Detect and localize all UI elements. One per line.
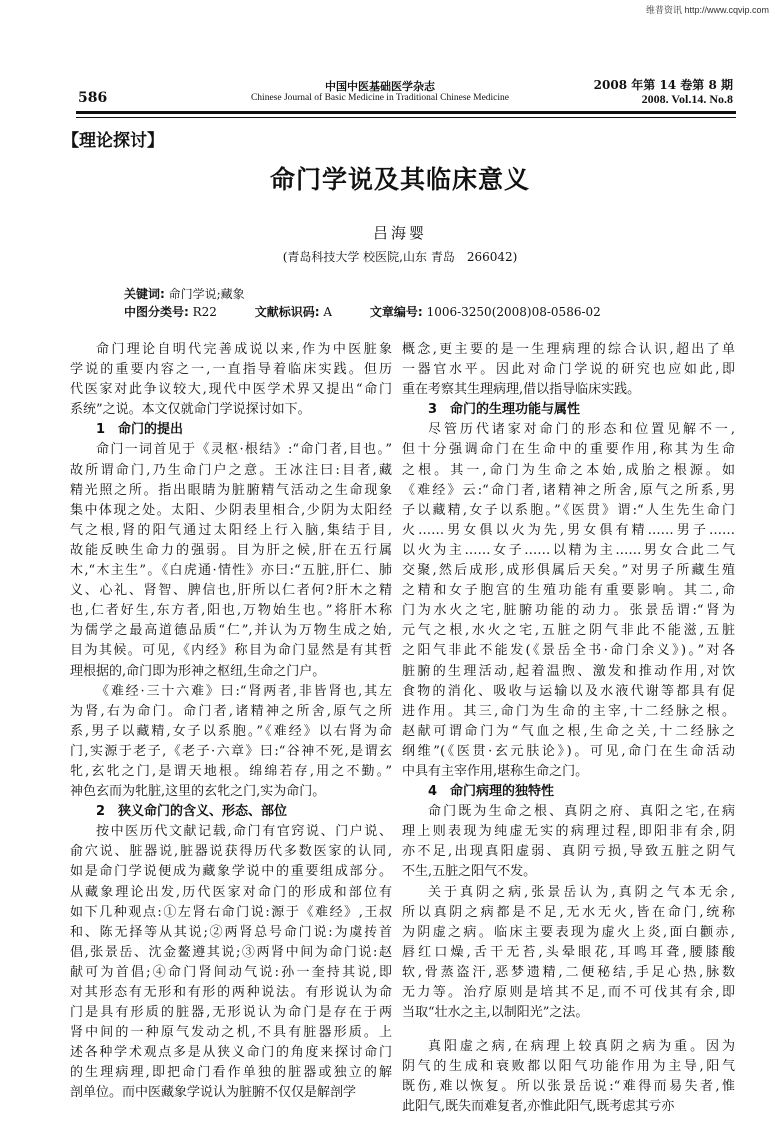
text-line: 肾中间的一种原气发动之机,不具有脏器形质。上 bbox=[70, 1025, 392, 1041]
text-line: 系,男子以藏精,女子以系胞。”《难经》以右肾为命 bbox=[70, 723, 392, 739]
clc-value: R22 bbox=[192, 305, 217, 319]
text-line: 但十分强调命门在生命中的重要作用,称其为生命 bbox=[402, 442, 735, 458]
text-line: 命门既为生命之根、真阴之府、真阳之宅,在病 bbox=[428, 804, 735, 820]
paragraph bbox=[70, 440, 392, 681]
keywords-value: 命门学说;藏象 bbox=[168, 287, 245, 301]
text-line: 真阳虚之病,在病理上较真阴之病为重。因为 bbox=[428, 1039, 735, 1055]
text-line: 子以藏精,女子以系胞。”《医贯》谓:“人生先生命门 bbox=[402, 502, 735, 518]
header-rule-thick bbox=[76, 111, 736, 114]
text-line: 赵献可谓命门为“气血之根,生命之关,十二经脉之 bbox=[402, 723, 735, 739]
text-line: 以火为主……女子……以精为主……男女合此二气 bbox=[402, 542, 735, 558]
text-line: 《难经·三十六难》曰:“肾两者,非皆肾也,其左 bbox=[96, 683, 392, 699]
text-line: 义、心礼、肾智、脾信也,肝所以仁者何?肝木之精 bbox=[70, 583, 392, 599]
paragraph bbox=[402, 883, 735, 1024]
article-no-label: 文章编号: bbox=[369, 305, 423, 319]
affiliation: (青岛科技大学 校医院,山东 青岛 266042) bbox=[282, 250, 518, 264]
text-line: 门为水火之宅,脏腑功能的动力。张景岳谓:“肾为 bbox=[402, 603, 735, 619]
text-line: 如是命门学说便成为藏象学说中的重要组成部分。 bbox=[70, 864, 392, 880]
text-line: 既伤,难以恢复。所以张景岳说:“难得而易失者,惟 bbox=[402, 1079, 735, 1095]
text-line: 和、陈无择等从其说;②两肾总号命门说:为虞抟首 bbox=[70, 924, 392, 940]
journal-name-cn: 中国中医基础医学杂志 bbox=[325, 80, 435, 93]
text-line: 故能反映生命力的强弱。目为肝之候,肝在五行属 bbox=[70, 542, 392, 558]
classification-line bbox=[124, 303, 601, 320]
text-line: 尽管历代诸家对命门的形态和位置见解不一, bbox=[428, 422, 735, 438]
text-line: 倡,张景岳、沈金鳌遵其说;③两肾中间为命门说:赵 bbox=[70, 944, 392, 960]
paragraph bbox=[70, 340, 392, 420]
clc-label: 中图分类号: bbox=[124, 305, 189, 319]
text-line: 献可为首倡;④命门肾间动气说:孙一奎持其说,即 bbox=[70, 964, 392, 980]
text-line: 进作用。其三,命门为生命的主宰,十二经脉之根。 bbox=[402, 703, 735, 719]
text-line: 之精和女子胞宫的生殖功能有重要影响。其二,命 bbox=[402, 583, 735, 599]
keywords-label: 关键词: bbox=[124, 287, 165, 301]
text-line: 目为其候。可见,《内经》称目为命门显然是有其哲 bbox=[70, 643, 392, 659]
text-line: 学说的重要内容之一,一直指导着临床实践。但历 bbox=[70, 362, 392, 378]
text-line: 一器官水平。因此对命门学说的研究也应如此,即 bbox=[402, 362, 735, 378]
text-line: 为肾,右为命门。命门者,诸精神之所舍,原气之所 bbox=[70, 703, 392, 719]
text-line: 交聚,然后成形,成形俱属后天矣。”对男子所藏生殖 bbox=[402, 563, 735, 579]
text-line: 软,骨蒸盗汗,恶梦遗精,二便秘结,手足心热,脉数 bbox=[402, 964, 735, 980]
text-line: 剖单位。而中医藏象学说认为脏腑不仅仅是解剖学 bbox=[70, 1085, 357, 1101]
text-line: 如下几种观点:①左肾右命门说:源于《难经》,王叔 bbox=[70, 904, 392, 920]
text-line: 也,仁者好生,东方者,阳也,万物始生也。”将肝木称 bbox=[70, 603, 392, 619]
text-line: 故所谓命门,乃生命门户之意。王冰注曰:目者,藏 bbox=[70, 462, 392, 478]
paragraph bbox=[70, 822, 392, 1103]
text-line: 概念,更主要的是一生理病理的综合认识,超出了单 bbox=[402, 342, 735, 357]
text-line: 当取“壮水之主,以制阳光”之法。 bbox=[402, 1005, 589, 1021]
text-line: 门是具有形质的脏器,无形说认为命门是存在于两 bbox=[70, 1005, 392, 1021]
paragraph bbox=[402, 1037, 735, 1117]
text-line: 为阴虚之病。临床主要表现为虚火上炎,面白颧赤, bbox=[402, 924, 735, 940]
paragraph bbox=[402, 420, 735, 782]
text-line: 重在考察其生理病理,借以指导临床实践。 bbox=[402, 382, 641, 398]
article-no-value: 1006-3250(2008)08-0586-02 bbox=[426, 305, 601, 319]
text-line: 命门理论自明代完善成说以来,作为中医脏象 bbox=[96, 342, 392, 357]
text-line: 代医家对此争议较大,现代中医学术界又提出“命门 bbox=[70, 382, 392, 398]
doc-code-value: A bbox=[323, 305, 333, 319]
text-line: 理根据的,命门即为形神之枢纽,生命之门户。 bbox=[70, 663, 326, 679]
text-line: 元气之根,水火之宅,五脏之阴气非此不能滋,五脏 bbox=[402, 623, 735, 639]
keywords-line bbox=[124, 285, 245, 302]
text-line: 的生理病理,即把命门看作单独的脏器或独立的解 bbox=[70, 1065, 392, 1081]
text-line: 之阳气非此不能发(《景岳全书·命门余义》)。”对各 bbox=[402, 643, 735, 659]
text-line: 木,“木主生”。《白虎通·情性》亦曰:“五脏,肝仁、肺 bbox=[70, 563, 392, 579]
source-watermark: 维普资讯 http://www.cqvip.com bbox=[645, 5, 769, 15]
body-column-right bbox=[402, 340, 735, 1118]
body-column-left bbox=[70, 340, 392, 1104]
text-line: 阴气的生成和衰败都以阳气功能作用为主导,阳气 bbox=[402, 1059, 735, 1075]
journal-name-en: Chinese Journal of Basic Medicine in Traditional Chinese Medicine bbox=[250, 93, 510, 103]
text-line: 门,实源于老子,《老子·六章》曰:“谷神不死,是谓玄 bbox=[70, 743, 392, 759]
text-line: 系统”之说。本文仅就命门学说探讨如下。 bbox=[70, 402, 311, 418]
page-number: 586 bbox=[78, 90, 108, 106]
text-line: 按中医历代文献记载,命门有官窍说、门户说、 bbox=[96, 824, 392, 840]
section-heading: 1 命门的提出 bbox=[96, 422, 184, 438]
text-line: 亦不足,出现真阳虚弱、真阴亏损,导致五脏之阴气 bbox=[402, 844, 735, 860]
text-line: 集中体现之处。太阳、少阴表里相合,少阴为太阳经 bbox=[70, 502, 392, 518]
text-line: 牝,玄牝之门,是谓天地根。绵绵若存,用之不勤。” bbox=[70, 763, 392, 779]
paragraph bbox=[402, 802, 735, 882]
text-line: 述各种学术观点多是从狭义命门的角度来探讨命门 bbox=[70, 1045, 392, 1061]
text-line: 关于真阴之病,张景岳认为,真阴之气本无余, bbox=[428, 884, 735, 900]
text-line: 《难经》云:“命门者,诸精神之所舍,原气之所系,男 bbox=[402, 482, 735, 498]
text-line: 命门一词首见于《灵枢·根结》:“命门者,目也。” bbox=[96, 442, 392, 458]
paragraph bbox=[70, 682, 392, 803]
section-tag: 【理论探讨】 bbox=[62, 131, 164, 151]
section-heading: 3 命门的生理功能与属性 bbox=[428, 402, 581, 418]
text-line: 从藏象理论出发,历代医家对命门的形成和部位有 bbox=[70, 884, 392, 900]
issue-info-en: 2008. Vol.14. No.8 bbox=[641, 92, 733, 106]
header-rule-thin bbox=[76, 117, 736, 118]
text-line: 理上则表现为纯虚无实的病理过程,即阳非有余,阴 bbox=[402, 824, 735, 840]
text-line: 无力等。治疗原则是培其不足,而不可伐其有余,即 bbox=[402, 985, 735, 1000]
text-line: 唇红口燥,舌干无苔,头晕眼花,耳鸣耳聋,腰膝酸 bbox=[402, 944, 735, 960]
text-line: 精光照之所。指出眼睛为脏腑精气活动之生命现象 bbox=[70, 482, 392, 498]
text-line: 俞穴说、脏器说,脏器说获得历代多数医家的认同, bbox=[70, 844, 392, 860]
text-line: 纲维”(《医贯·玄元肤论》)。可见,命门在生命活动 bbox=[402, 743, 735, 759]
paragraph bbox=[402, 340, 735, 400]
section-heading: 2 狭义命门的含义、形态、部位 bbox=[96, 804, 288, 820]
text-line: 神色玄而为牝脏,这里的玄牝之门,实为命门。 bbox=[70, 784, 326, 800]
text-line: 此阳气,既失而难复者,亦惟此阳气,既考虑其亏亦 bbox=[402, 1099, 675, 1115]
text-line: 之根。其一,命门为生命之本始,成胎之根源。如 bbox=[402, 462, 735, 478]
text-line: 气之根,肾的阳气通过太阳经上行入脑,集结于目, bbox=[70, 522, 392, 538]
article-title: 命门学说及其临床意义 bbox=[269, 165, 530, 194]
issue-info-cn: 2008 年第 14 卷第 8 期 bbox=[593, 78, 733, 92]
section-heading: 4 命门病理的独特性 bbox=[428, 784, 555, 800]
text-line: 所以真阴之病都是不足,无水无火,皆在命门,统称 bbox=[402, 904, 735, 920]
text-line: 中具有主宰作用,堪称生命之门。 bbox=[402, 763, 589, 779]
text-line: 脏腑的生理活动,起着温煦、激发和推动作用,对饮 bbox=[402, 663, 735, 679]
doc-code-label: 文献标识码: bbox=[254, 305, 320, 319]
text-line: 火……男女俱以火为先,男女俱有精……男子…… bbox=[402, 522, 735, 538]
text-line: 食物的消化、吸收与运输以及水液代谢等都具有促 bbox=[402, 683, 735, 699]
text-line: 不生,五脏之阳气不发。 bbox=[402, 864, 537, 880]
paragraph-gap bbox=[402, 1023, 735, 1037]
text-line: 对其形态有无形和有形的两种说法。有形说认为命 bbox=[70, 985, 392, 1000]
author: 吕海婴 bbox=[372, 224, 427, 242]
text-line: 为儒学之最高道德品质“仁”,并认为万物生成之始, bbox=[70, 623, 392, 639]
